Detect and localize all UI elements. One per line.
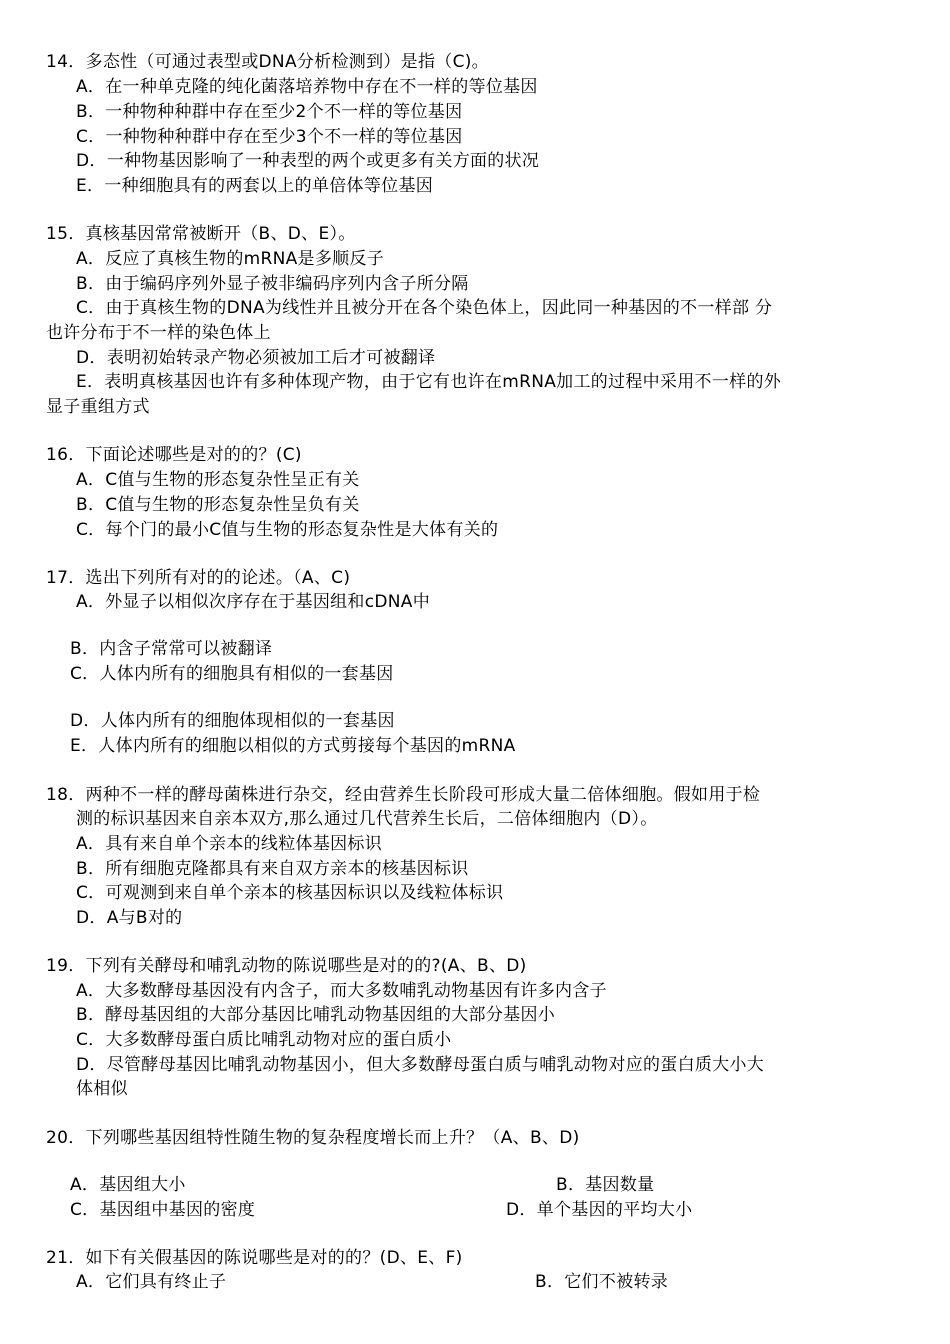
question-15-option-c-cont: 也许分布于不一样的染色体上 xyxy=(46,323,271,343)
question-18-option-b: B．所有细胞克隆都具有来自双方亲本的核基因标识 xyxy=(76,859,469,879)
question-14-option-e: E．一种细胞具有的两套以上的单倍体等位基因 xyxy=(76,176,434,196)
question-15-option-c: C．由于真核生物的DNA为线性并且被分开在各个染色体上，因此同一种基因的不一样部 分 xyxy=(76,298,773,318)
question-20-stem: 20．下列哪些基因组特性随生物的复杂程度增长而上升？（A、B、D) xyxy=(46,1128,580,1148)
question-17-stem: 17．选出下列所有对的的论述。（A、C) xyxy=(46,568,351,588)
question-20-option-b: B．基因数量 xyxy=(556,1175,655,1195)
question-15-option-e-cont: 显子重组方式 xyxy=(46,397,150,417)
question-17-option-e: E．人体内所有的细胞以相似的方式剪接每个基因的mRNA xyxy=(70,736,516,756)
question-17-option-b: B．内含子常常可以被翻译 xyxy=(70,639,273,659)
question-18-option-c: C．可观测到来自单个亲本的核基因标识以及线粒体标识 xyxy=(76,883,504,903)
question-15-option-d: D．表明初始转录产物必须被加工后才可被翻译 xyxy=(76,348,436,368)
question-19-option-d: D．尽管酵母基因比哺乳动物基因小，但大多数酵母蛋白质与哺乳动物对应的蛋白质大小大 xyxy=(76,1055,765,1075)
question-21-option-b: B．它们不被转录 xyxy=(535,1272,669,1292)
question-19-option-b: B．酵母基因组的大部分基因比哺乳动物基因组的大部分基因小 xyxy=(76,1005,556,1025)
question-15-option-a: A．反应了真核生物的mRNA是多顺反子 xyxy=(76,249,385,269)
question-14-stem: 14．多态性（可通过表型或DNA分析检测到）是指（C)。 xyxy=(46,52,489,72)
question-17-option-d: D．人体内所有的细胞体现相似的一套基因 xyxy=(70,711,395,731)
question-16-option-a: A．C值与生物的形态复杂性呈正有关 xyxy=(76,470,360,490)
question-17-option-a: A．外显子以相似次序存在于基因组和cDNA中 xyxy=(76,592,431,612)
question-18-stem-cont: 测的标识基因来自亲本双方,那么通过几代营养生长后，二倍体细胞内（D）。 xyxy=(76,809,658,829)
question-14-option-c: C．一种物种种群中存在至少3个不一样的等位基因 xyxy=(76,127,463,147)
question-15-stem: 15．真核基因常常被断开（B、D、E）。 xyxy=(46,224,356,244)
question-19-option-a: A．大多数酵母基因没有内含子，而大多数哺乳动物基因有许多内含子 xyxy=(76,981,607,1001)
question-14-option-d: D．一种物基因影响了一种表型的两个或更多有关方面的状况 xyxy=(76,151,540,171)
question-16-option-b: B．C值与生物的形态复杂性呈负有关 xyxy=(76,495,360,515)
question-15-option-b: B．由于编码序列外显子被非编码序列内含子所分隔 xyxy=(76,274,469,294)
question-18-stem: 18．两种不一样的酵母菌株进行杂交，经由营养生长阶段可形成大量二倍体细胞。假如用于检 xyxy=(46,785,761,805)
question-20-option-c: C．基因组中基因的密度 xyxy=(70,1200,256,1220)
question-14-option-a: A．在一种单克隆的纯化菌落培养物中存在不一样的等位基因 xyxy=(76,77,538,97)
question-19-option-c: C．大多数酵母蛋白质比哺乳动物对应的蛋白质小 xyxy=(76,1030,452,1050)
question-21-stem: 21．如下有关假基因的陈说哪些是对的的？(D、E、F) xyxy=(46,1248,463,1268)
question-21-option-a: A．它们具有终止子 xyxy=(76,1272,227,1292)
question-17-option-c: C．人体内所有的细胞具有相似的一套基因 xyxy=(70,664,394,684)
question-19-stem: 19．下列有关酵母和哺乳动物的陈说哪些是对的的?(A、B、D) xyxy=(46,956,527,976)
question-18-option-a: A．具有来自单个亲本的线粒体基因标识 xyxy=(76,834,383,854)
question-16-option-c: C．每个门的最小C值与生物的形态复杂性是大体有关的 xyxy=(76,520,499,540)
question-20-option-a: A．基因组大小 xyxy=(70,1175,186,1195)
question-20-option-d: D．单个基因的平均大小 xyxy=(506,1200,693,1220)
question-16-stem: 16．下面论述哪些是对的的？(C) xyxy=(46,445,302,465)
question-15-option-e: E．表明真核基因也许有多种体现产物，由于它有也许在mRNA加工的过程中采用不一样的外 xyxy=(76,372,782,392)
question-14-option-b: B．一种物种种群中存在至少2个不一样的等位基因 xyxy=(76,102,463,122)
question-19-option-d-cont: 体相似 xyxy=(76,1079,128,1099)
question-18-option-d: D．A与B对的 xyxy=(76,908,183,928)
